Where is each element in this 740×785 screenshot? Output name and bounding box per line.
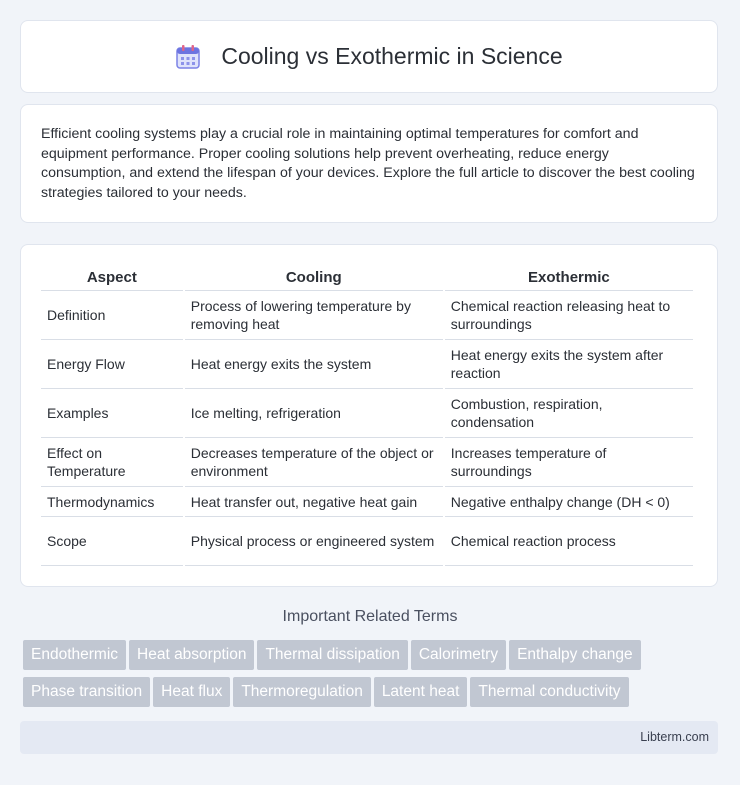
related-term-tag[interactable]: Thermal dissipation bbox=[257, 640, 407, 670]
table-cell: Heat transfer out, negative heat gain bbox=[185, 487, 443, 517]
related-term-tag[interactable]: Phase transition bbox=[23, 677, 150, 707]
table-row bbox=[41, 517, 693, 566]
footer-site-link[interactable]: Libterm.com bbox=[640, 730, 709, 744]
comparison-card bbox=[20, 244, 718, 587]
intro-card bbox=[20, 104, 718, 223]
related-term-tag[interactable]: Calorimetry bbox=[411, 640, 506, 670]
table-cell: Physical process or engineered system bbox=[185, 517, 443, 566]
calendar-icon bbox=[175, 44, 201, 70]
table-cell: Chemical reaction releasing heat to surroundings bbox=[445, 291, 693, 340]
table-row bbox=[41, 291, 693, 340]
related-term-tag[interactable]: Enthalpy change bbox=[509, 640, 640, 670]
intro-text: Efficient cooling systems play a crucial role in maintaining optimal temperatures for comfort and equipment performance. Proper cooling solutions help prevent overheating, reduce energy consumption, and extend the lifespan of your devices. Explore the full article to discover the best cooling strategies tailored to your needs. bbox=[41, 126, 695, 201]
table-cell: Examples bbox=[41, 389, 183, 438]
table-cell: Increases temperature of surroundings bbox=[445, 438, 693, 487]
column-header-exothermic: Exothermic bbox=[445, 263, 693, 291]
table-cell: Thermodynamics bbox=[41, 487, 183, 517]
comparison-table bbox=[39, 263, 695, 566]
table-row bbox=[41, 487, 693, 517]
table-cell: Effect on Temperature bbox=[41, 438, 183, 487]
table-row bbox=[41, 340, 693, 389]
column-header-cooling: Cooling bbox=[185, 263, 443, 291]
related-terms-heading: Important Related Terms bbox=[282, 608, 458, 625]
related-term-tag[interactable]: Heat absorption bbox=[129, 640, 254, 670]
related-term-tag[interactable]: Endothermic bbox=[23, 640, 126, 670]
table-cell: Chemical reaction process bbox=[445, 517, 693, 566]
related-term-tag[interactable]: Thermoregulation bbox=[233, 677, 370, 707]
table-cell: Negative enthalpy change (DH < 0) bbox=[445, 487, 693, 517]
table-row bbox=[41, 438, 693, 487]
table-cell: Definition bbox=[41, 291, 183, 340]
column-header-aspect: Aspect bbox=[41, 263, 183, 291]
table-cell: Energy Flow bbox=[41, 340, 183, 389]
table-cell: Process of lowering temperature by removing heat bbox=[185, 291, 443, 340]
table-cell: Heat energy exits the system bbox=[185, 340, 443, 389]
table-cell: Scope bbox=[41, 517, 183, 566]
table-cell: Heat energy exits the system after reaction bbox=[445, 340, 693, 389]
table-row bbox=[41, 389, 693, 438]
title-card bbox=[20, 20, 718, 93]
table-cell: Decreases temperature of the object or environment bbox=[185, 438, 443, 487]
table-cell: Combustion, respiration, condensation bbox=[445, 389, 693, 438]
footer bbox=[20, 721, 718, 754]
related-term-tag[interactable]: Latent heat bbox=[374, 677, 468, 707]
related-terms-list bbox=[23, 640, 723, 714]
related-term-tag[interactable]: Heat flux bbox=[153, 677, 230, 707]
table-cell: Ice melting, refrigeration bbox=[185, 389, 443, 438]
page-title: Cooling vs Exothermic in Science bbox=[221, 43, 563, 69]
related-term-tag[interactable]: Thermal conductivity bbox=[470, 677, 628, 707]
